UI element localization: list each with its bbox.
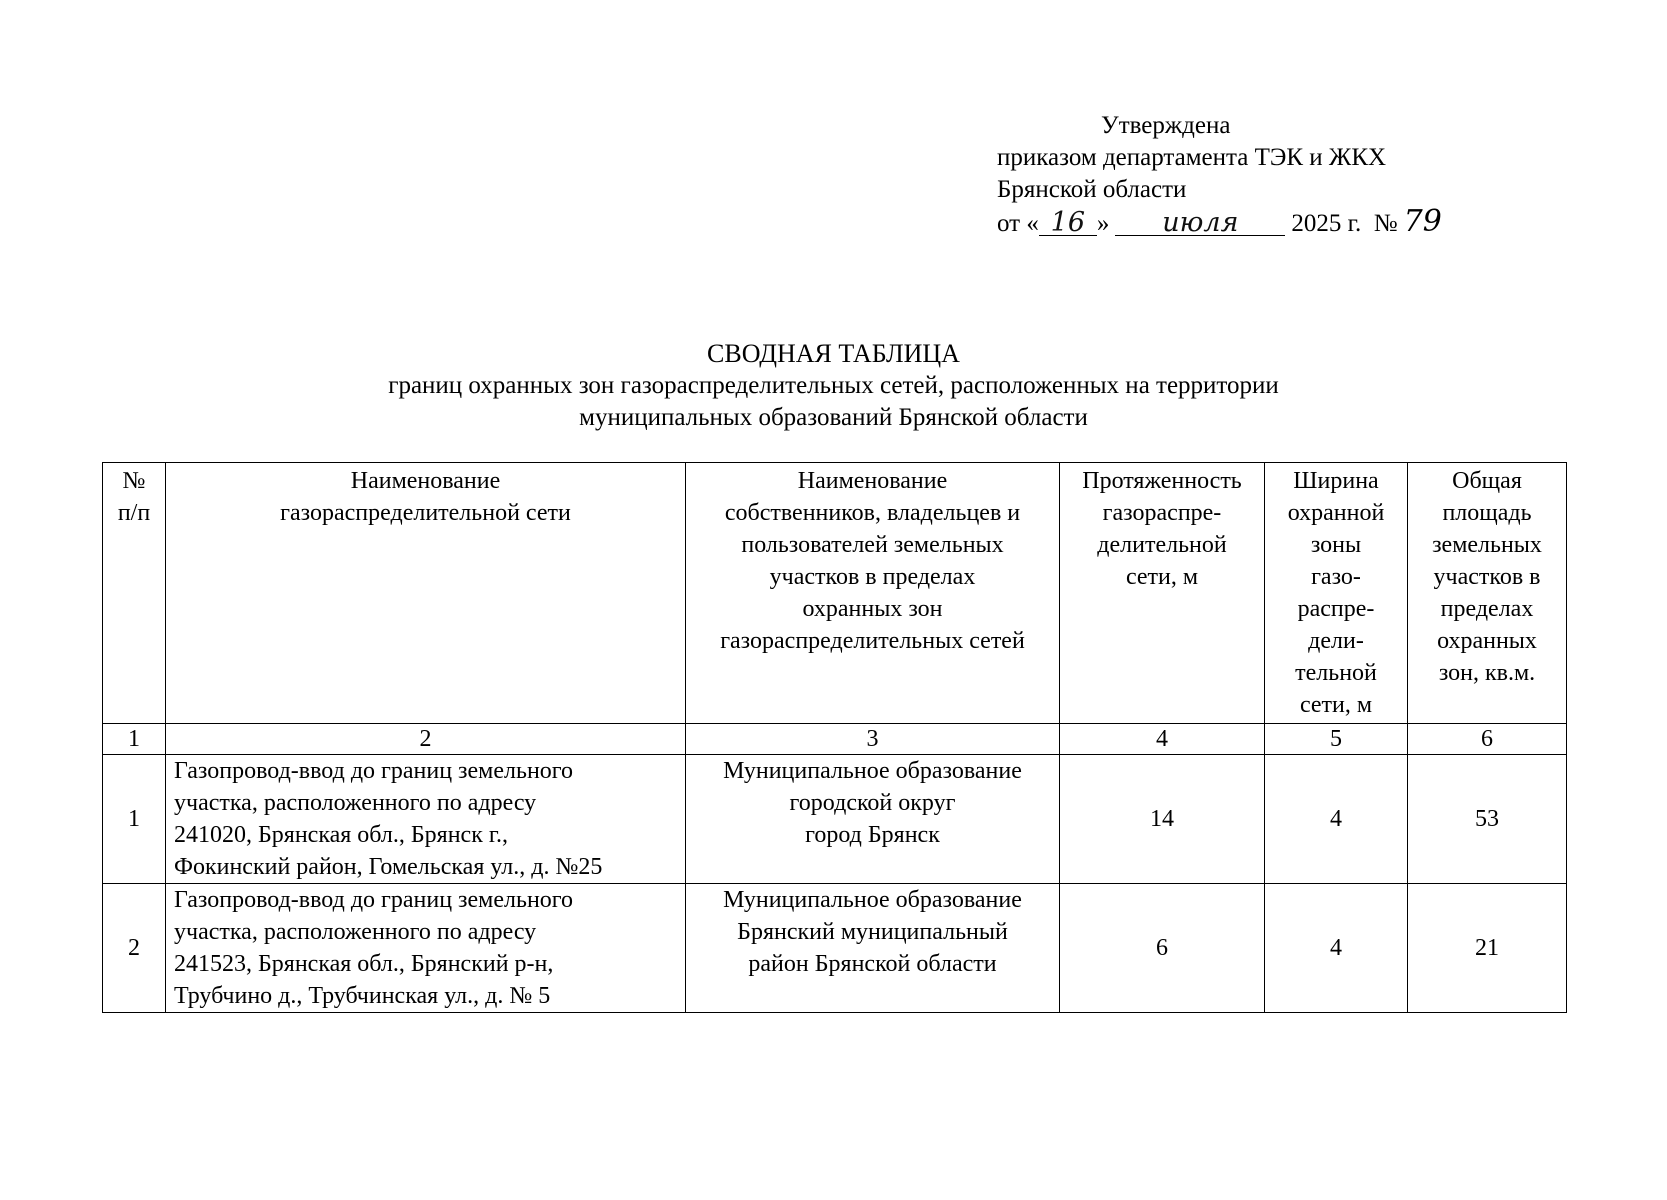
cell-line: участка, расположенного по адресу [174, 790, 537, 816]
cell-line: делительной [1097, 532, 1227, 558]
network-name [166, 755, 686, 884]
approval-region-line: Брянской области [997, 176, 1187, 203]
cell-line: земельных [1432, 532, 1542, 558]
cell-line: Газопровод-ввод до границ земельного [174, 758, 574, 784]
number-label: № [1373, 210, 1398, 237]
row-number: 2 [103, 884, 166, 1013]
cell-line: Ширина [1293, 468, 1379, 494]
header-col-1 [103, 463, 166, 724]
column-number: 4 [1060, 724, 1265, 755]
cell-line: Муниципальное образование [723, 758, 1022, 784]
cell-line: участка, расположенного по адресу [174, 919, 537, 945]
network-length: 14 [1060, 755, 1265, 884]
cell-line: город Брянск [805, 822, 940, 848]
header-col-3 [686, 463, 1060, 724]
cell-line: Муниципальное образование [723, 887, 1022, 913]
cell-line: п/п [117, 500, 151, 526]
date-mid: » [1096, 210, 1110, 237]
cell-line: охранных зон [802, 596, 943, 622]
cell-line: газораспре- [1102, 500, 1222, 526]
cell-line: Трубчино д., Трубчинская ул., д. № 5 [174, 983, 551, 1009]
zone-area: 21 [1408, 884, 1567, 1013]
zone-width: 4 [1265, 884, 1408, 1013]
cell-line: распре- [1297, 596, 1375, 622]
cell-line: газораспределительных сетей [720, 628, 1025, 654]
cell-line: зоны [1310, 532, 1362, 558]
network-length: 6 [1060, 884, 1265, 1013]
approval-date-line [997, 206, 1457, 240]
cell-line: газораспределительной сети [280, 500, 571, 526]
cell-line: № [122, 468, 146, 494]
date-year: 2025 г. [1291, 210, 1362, 237]
title-heading: СВОДНАЯ ТАБЛИЦА [707, 339, 960, 368]
cell-line: газо- [1311, 564, 1361, 590]
title-subtitle-line2: муниципальных образований Брянской области [579, 404, 1088, 431]
zone-width: 4 [1265, 755, 1408, 884]
cell-line: участков в пределах [769, 564, 976, 590]
cell-line: Наименование [797, 468, 948, 494]
cell-line: зон, кв.м. [1438, 660, 1536, 686]
header-col-2 [166, 463, 686, 724]
owners-name [686, 755, 1060, 884]
cell-line: сети, м [1299, 692, 1373, 718]
table-row [103, 755, 1567, 884]
column-number: 6 [1408, 724, 1567, 755]
column-number-row [103, 724, 1567, 755]
cell-line: собственников, владельцев и [724, 500, 1021, 526]
date-day-handwritten: 16 [1050, 207, 1086, 238]
date-day-field [1039, 207, 1097, 236]
order-number-handwritten: 79 [1403, 204, 1442, 239]
summary-table [102, 462, 1567, 1013]
cell-line: городской округ [789, 790, 956, 816]
header-col-6 [1408, 463, 1567, 724]
cell-line: дели- [1308, 628, 1364, 654]
column-number: 3 [686, 724, 1060, 755]
cell-line: Наименование [350, 468, 501, 494]
date-month-handwritten: июля [1162, 207, 1239, 238]
cell-line: охранной [1287, 500, 1385, 526]
owners-name [686, 884, 1060, 1013]
date-month-field [1115, 207, 1285, 236]
cell-line: Фокинский район, Гомельская ул., д. №25 [174, 854, 603, 880]
cell-line: тельной [1295, 660, 1377, 686]
zone-area: 53 [1408, 755, 1567, 884]
cell-line: район Брянской области [748, 951, 997, 977]
header-col-5 [1265, 463, 1408, 724]
cell-line: Протяженность [1082, 468, 1242, 494]
approval-title: Утверждена [1101, 112, 1231, 139]
cell-line: Газопровод-ввод до границ земельного [174, 887, 574, 913]
date-prefix: от « [997, 210, 1039, 237]
header-row [103, 463, 1567, 724]
cell-line: участков в [1433, 564, 1541, 590]
network-name [166, 884, 686, 1013]
row-number: 1 [103, 755, 166, 884]
table-row [103, 884, 1567, 1013]
column-number: 1 [103, 724, 166, 755]
cell-line: площадь [1442, 500, 1532, 526]
header-col-4 [1060, 463, 1265, 724]
approval-stamp [997, 110, 1457, 240]
cell-line: Общая [1452, 468, 1522, 494]
document-title [0, 338, 1667, 434]
approval-order-line: приказом департамента ТЭК и ЖКХ [997, 144, 1387, 171]
cell-line: пределах [1440, 596, 1534, 622]
column-number: 5 [1265, 724, 1408, 755]
column-number: 2 [166, 724, 686, 755]
cell-line: пользователей земельных [741, 532, 1004, 558]
title-subtitle-line1: границ охранных зон газораспределительных сетей, расположенных на территории [388, 372, 1279, 399]
cell-line: охранных [1437, 628, 1537, 654]
cell-line: сети, м [1125, 564, 1199, 590]
cell-line: 241523, Брянская обл., Брянский р-н, [174, 951, 554, 977]
cell-line: Брянский муниципальный [737, 919, 1008, 945]
cell-line: 241020, Брянская обл., Брянск г., [174, 822, 509, 848]
